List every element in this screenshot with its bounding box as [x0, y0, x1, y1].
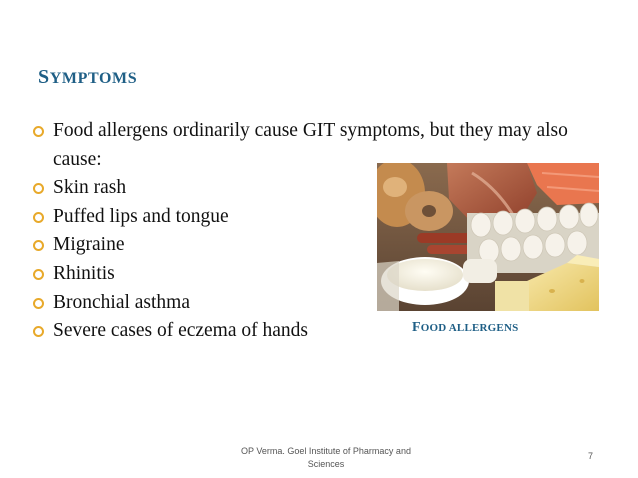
bullet-ring-icon — [33, 126, 44, 137]
slide-title-rest: YMPTOMS — [49, 70, 138, 87]
food-allergens-photo — [377, 163, 599, 311]
bullet-ring-icon — [33, 298, 44, 309]
image-caption — [412, 320, 518, 336]
list-item-text: Puffed lips and tongue — [53, 205, 229, 227]
slide-title — [38, 66, 137, 89]
list-item-text: Severe cases of eczema of hands — [53, 320, 308, 342]
caption-initial: F — [412, 320, 421, 335]
bullet-ring-icon — [33, 240, 44, 251]
list-item-text: Food allergens ordinarily cause GIT symptoms, but they may also cause: — [53, 120, 568, 170]
page-number: 7 — [588, 451, 594, 461]
bullet-ring-icon — [33, 212, 44, 223]
list-item-text: Bronchial asthma — [53, 291, 191, 313]
caption-rest: OOD ALLERGENS — [420, 322, 519, 334]
list-item-text: Migraine — [53, 234, 125, 256]
slide-footer: OP Verma. Goel Institute of Pharmacy and Sciences — [241, 446, 411, 469]
slide-title-initial: S — [38, 66, 50, 88]
list-item-text: Rhinitis — [53, 262, 115, 284]
bullet-ring-icon — [33, 326, 44, 337]
bullet-ring-icon — [33, 269, 44, 280]
food-allergens-illustration — [377, 163, 599, 311]
list-item-text: Skin rash — [53, 177, 127, 199]
bullet-ring-icon — [33, 183, 44, 194]
